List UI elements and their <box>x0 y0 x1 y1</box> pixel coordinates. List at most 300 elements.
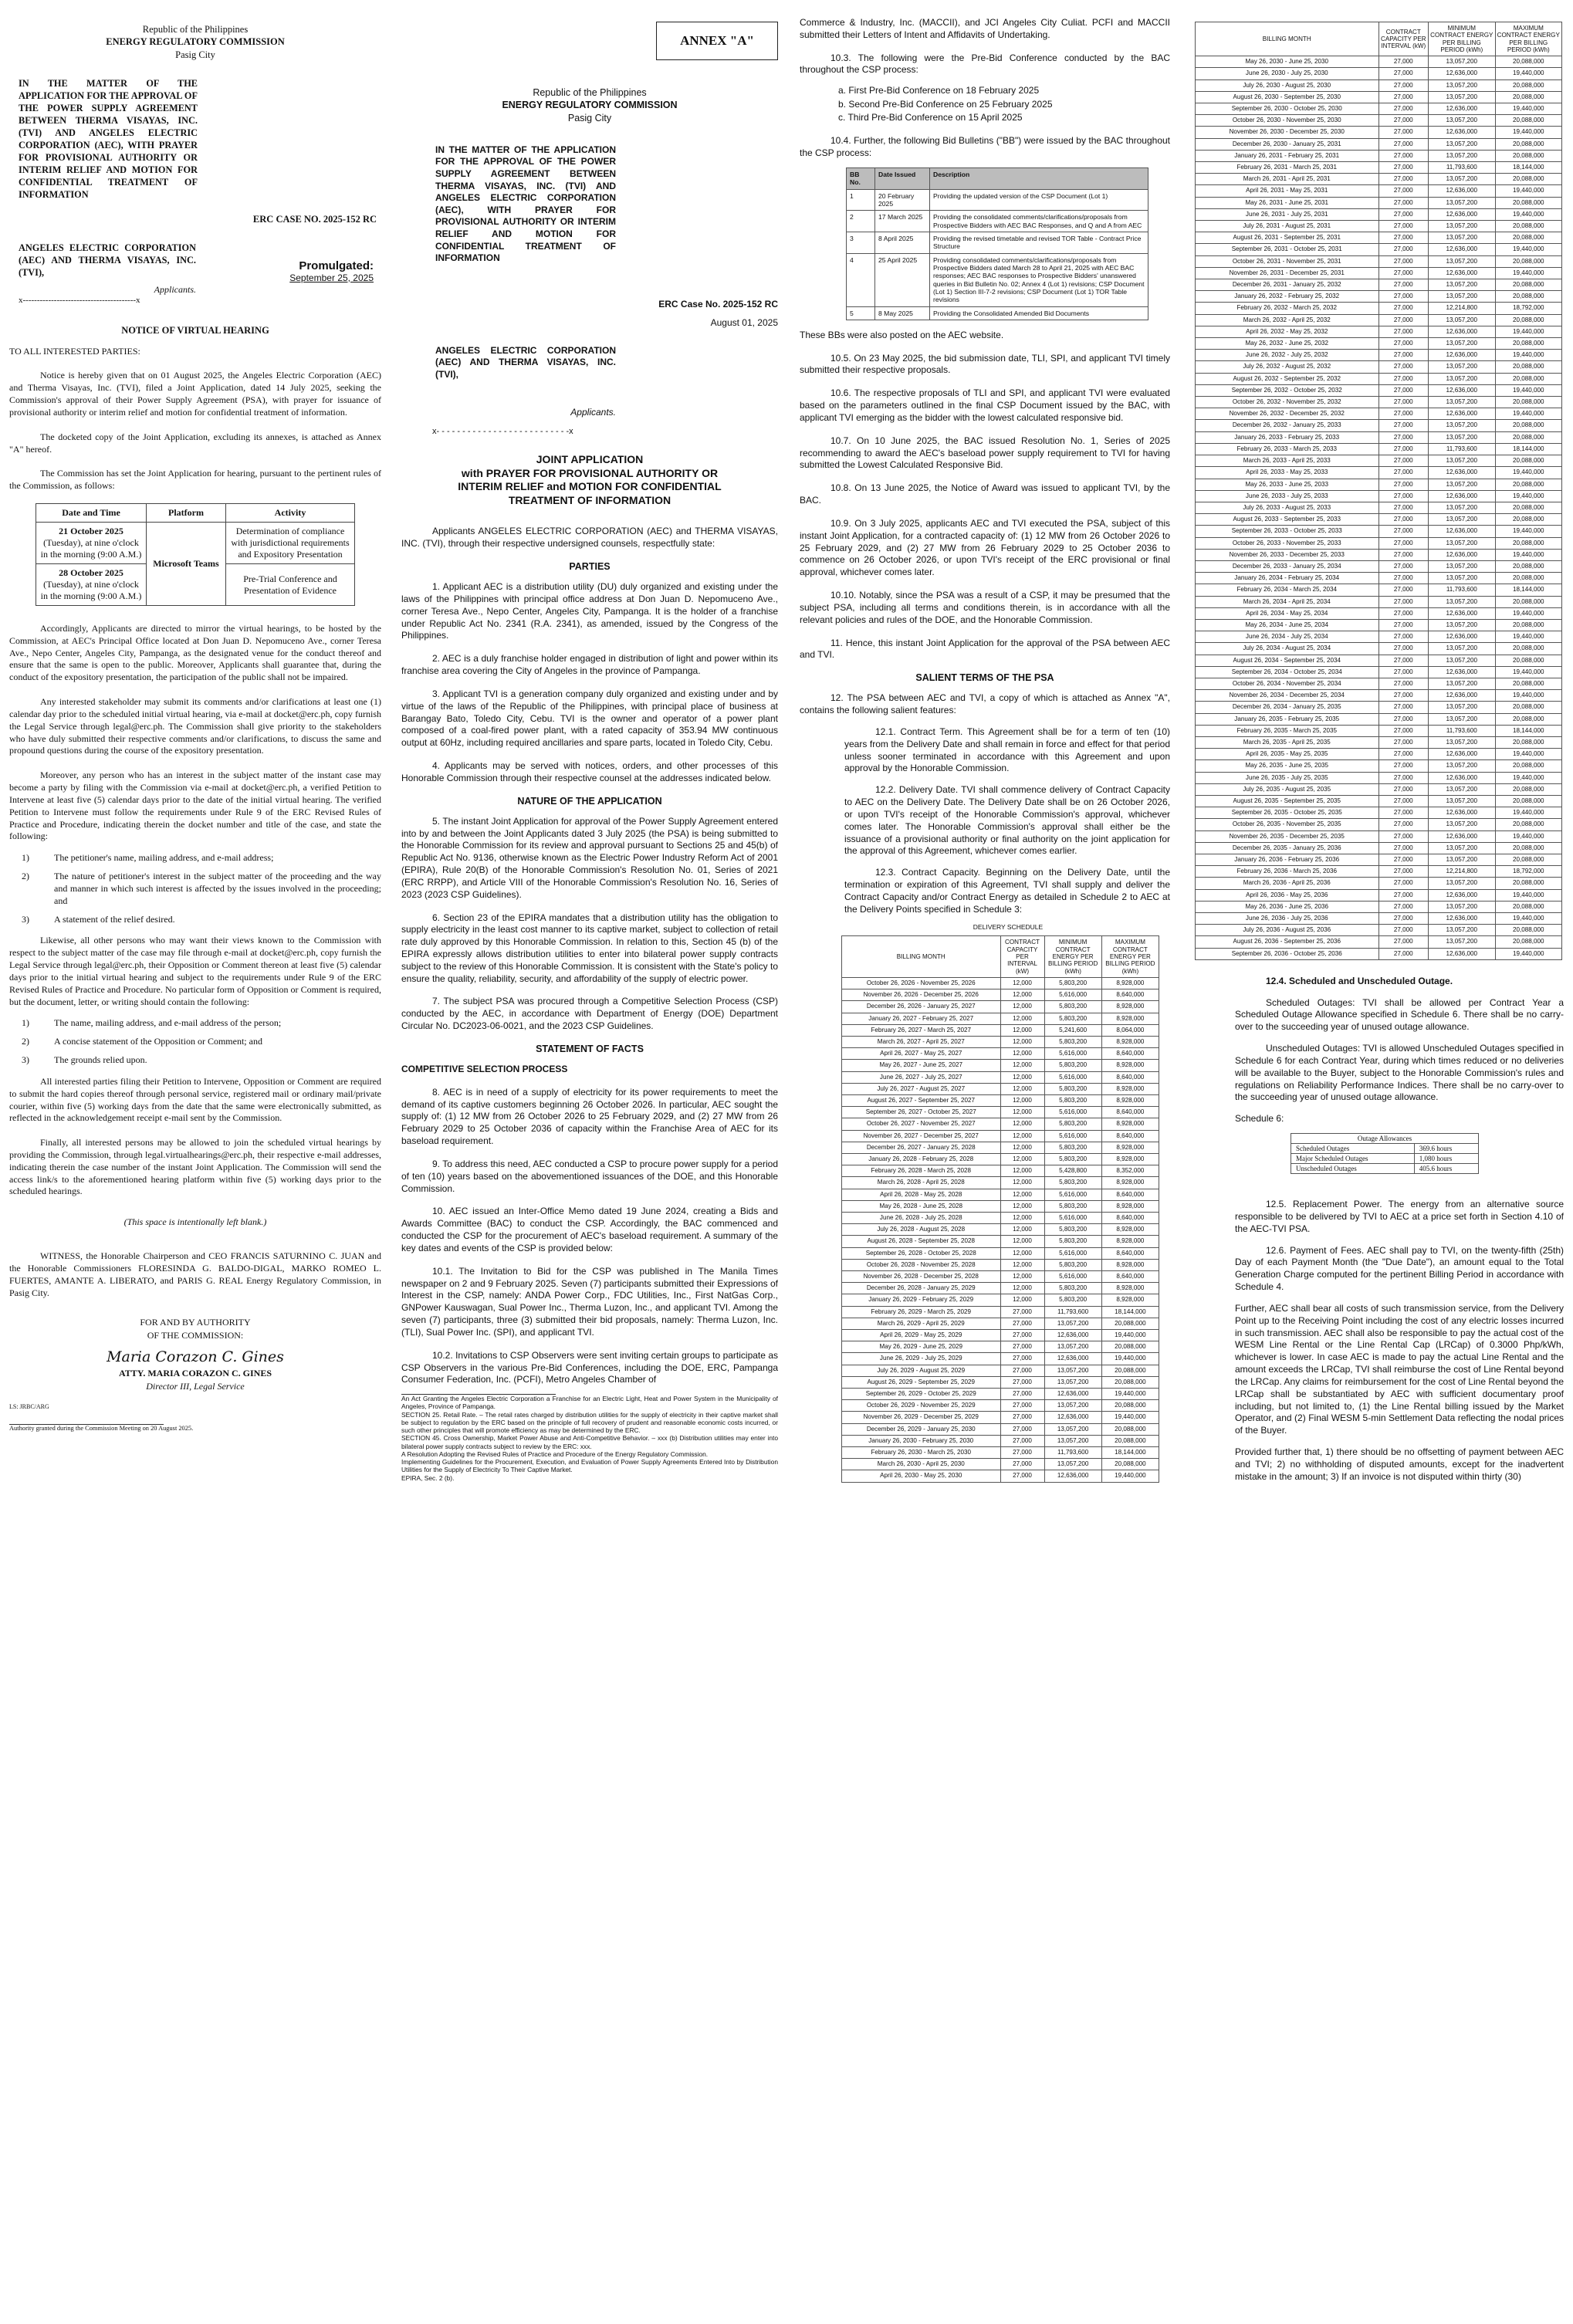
delivery-schedule-table-2 <box>1195 22 1562 960</box>
capacity-cell: 27,000 <box>1378 643 1429 655</box>
max-energy-cell: 20,088,000 <box>1101 1318 1159 1329</box>
min-energy-cell: 12,636,000 <box>1044 1470 1101 1482</box>
capacity-cell: 12,000 <box>1000 1094 1044 1106</box>
billing-month-cell: November 26, 2031 - December 25, 2031 <box>1196 267 1379 279</box>
schedule-date-2-detail: (Tuesday), at nine o'clock in the morning (9:00 A.M.) <box>40 579 142 601</box>
max-energy-cell: 20,088,000 <box>1495 373 1561 384</box>
table-row <box>1196 338 1562 350</box>
title-line: with PRAYER FOR PROVISIONAL AUTHORITY OR <box>461 466 719 479</box>
billing-month-cell: November 26, 2026 - December 25, 2026 <box>842 989 1001 1001</box>
min-energy-cell: 13,057,200 <box>1044 1376 1101 1388</box>
min-energy-cell: 12,636,000 <box>1044 1389 1101 1400</box>
list-number: 1) <box>22 852 29 864</box>
max-energy-cell: 20,088,000 <box>1495 783 1561 795</box>
min-energy-cell: 13,057,200 <box>1429 255 1495 267</box>
min-energy-cell: 5,428,800 <box>1044 1165 1101 1177</box>
bb-header-date: Date Issued <box>875 168 930 190</box>
min-energy-cell: 5,803,200 <box>1044 977 1101 989</box>
capacity-cell: 27,000 <box>1000 1353 1044 1365</box>
billing-month-cell: October 26, 2027 - November 25, 2027 <box>842 1118 1001 1130</box>
table-row <box>1196 702 1562 713</box>
min-energy-cell: 12,636,000 <box>1429 690 1495 702</box>
min-energy-cell: 5,803,200 <box>1044 1154 1101 1165</box>
min-energy-cell: 13,057,200 <box>1429 431 1495 443</box>
table-row <box>842 1376 1159 1388</box>
billing-month-cell: December 26, 2034 - January 25, 2035 <box>1196 702 1379 713</box>
table-row <box>1196 279 1562 291</box>
min-energy-cell: 5,616,000 <box>1044 1271 1101 1283</box>
min-energy-cell: 5,616,000 <box>1044 1130 1101 1142</box>
capacity-cell: 27,000 <box>1378 56 1429 68</box>
billing-month-cell: April 26, 2032 - May 25, 2032 <box>1196 326 1379 337</box>
table-row <box>842 1118 1159 1130</box>
table-row <box>1196 819 1562 830</box>
max-energy-cell: 20,088,000 <box>1101 1435 1159 1446</box>
min-energy-cell: 13,057,200 <box>1429 79 1495 91</box>
capacity-cell: 12,000 <box>1000 1165 1044 1177</box>
billing-month-cell: January 26, 2036 - February 25, 2036 <box>1196 854 1379 866</box>
min-energy-cell: 13,057,200 <box>1429 115 1495 127</box>
max-energy-cell: 19,440,000 <box>1495 607 1561 619</box>
app-para-1: 1. Applicant AEC is a distribution utility (DU) duly organized and existing under the laws of the Philippines with principal office address at Don Juan D. Nepomuceno Ave., corner Teresa Ave., Nepo Center, Angeles City, Pampanga. It is the holder of a franchise under Republic Act No. 2341 (R.A. 2341), as amended, issued by the Congress of the Philippines. <box>401 581 778 641</box>
capacity-cell: 12,000 <box>1000 1177 1044 1189</box>
billing-month-cell: January 26, 2029 - February 25, 2029 <box>842 1294 1001 1306</box>
min-energy-cell: 12,636,000 <box>1429 526 1495 537</box>
capacity-cell: 27,000 <box>1378 760 1429 772</box>
capacity-cell: 27,000 <box>1378 103 1429 115</box>
max-energy-cell: 8,928,000 <box>1101 1283 1159 1294</box>
billing-month-cell: April 26, 2028 - May 25, 2028 <box>842 1189 1001 1200</box>
max-energy-cell: 8,928,000 <box>1101 1236 1159 1247</box>
billing-month-cell: March 26, 2033 - April 25, 2033 <box>1196 455 1379 467</box>
table-row <box>1196 397 1562 408</box>
para-10-6: 10.6. The respective proposals of TLI and SPI, and applicant TVI were evaluated based on the parameters outlined in the final CSP Document issued by the BAC, with applicant TVI emerging as the bidder with the lowest calculated responsive bid. <box>800 387 1170 423</box>
initials: LS: JRBC/ARG <box>9 1402 49 1410</box>
min-energy-cell: 13,057,200 <box>1044 1365 1101 1376</box>
prebid-list <box>838 84 1170 124</box>
max-energy-cell: 20,088,000 <box>1495 596 1561 607</box>
table-row <box>1196 830 1562 842</box>
capacity-cell: 27,000 <box>1378 631 1429 643</box>
title-line: JOINT APPLICATION <box>536 453 644 466</box>
min-energy-cell: 12,636,000 <box>1429 127 1495 138</box>
table-row <box>1196 878 1562 889</box>
billing-month-cell: September 26, 2035 - October 25, 2035 <box>1196 807 1379 819</box>
max-energy-cell: 20,088,000 <box>1495 795 1561 807</box>
billing-month-cell: January 26, 2027 - February 25, 2027 <box>842 1013 1001 1024</box>
billing-month-cell: October 26, 2035 - November 25, 2035 <box>1196 819 1379 830</box>
billing-month-cell: May 26, 2028 - June 25, 2028 <box>842 1200 1001 1212</box>
min-energy-cell: 13,057,200 <box>1429 479 1495 490</box>
min-energy-cell: 13,057,200 <box>1429 174 1495 185</box>
max-energy-cell: 8,640,000 <box>1101 1071 1159 1083</box>
billing-month-cell: August 26, 2036 - September 25, 2036 <box>1196 936 1379 948</box>
min-energy-cell: 11,793,600 <box>1429 725 1495 736</box>
min-energy-cell: 13,057,200 <box>1429 279 1495 291</box>
capacity-cell: 27,000 <box>1378 279 1429 291</box>
schedule-header-activity: Activity <box>226 504 355 523</box>
table-row <box>847 253 1148 306</box>
min-energy-cell: 13,057,200 <box>1044 1400 1101 1412</box>
capacity-cell: 27,000 <box>1378 115 1429 127</box>
capacity-cell: 12,000 <box>1000 1224 1044 1236</box>
schedule-6-label: Schedule 6: <box>1235 1113 1284 1125</box>
outage-title: Outage Allowances <box>1291 1134 1479 1144</box>
capacity-cell: 27,000 <box>1378 678 1429 689</box>
header-commission: ENERGY REGULATORY COMMISSION <box>106 36 285 48</box>
app-para-5: 5. The instant Joint Application for approval of the Power Supply Agreement entered into by and between the Joint Applicants dated 3 July 2025 (the PSA) is being submitted to the Honorable Commission for its review and approval pursuant to Sections 25 and 45(b) of Republic Act No. 9136, otherwise known as the Electric Power Industry Reform Act of 2001 (EPIRA), Rule 20(B) of the Honorable Commission's Resolution No. 01, Series of 2021 (ERC RRPP), and Article VIII of the Honorable Commission's Resolution No. 16, Series of 2023 (2023 CSP Guidelines). <box>401 815 778 900</box>
billing-month-cell: October 26, 2026 - November 25, 2026 <box>842 977 1001 989</box>
max-energy-cell: 8,928,000 <box>1101 1036 1159 1047</box>
billing-month-cell: December 26, 2035 - January 25, 2036 <box>1196 842 1379 854</box>
facts-heading: STATEMENT OF FACTS <box>536 1043 644 1054</box>
para-12-4-unscheduled: Unscheduled Outages: TVI is allowed Unscheduled Outages specified in Schedule 6 for each Contract Year, during which times reduced or no deliveries will be available to the Buyer, subject to the Honorable Commission's rules and regulations on Reliability Performance Indices. There shall be no carry-over to the succeeding year of unused outage allowance. <box>1235 1043 1564 1103</box>
table-row <box>1196 115 1562 127</box>
min-energy-cell: 13,057,200 <box>1429 713 1495 725</box>
capacity-cell: 27,000 <box>1378 690 1429 702</box>
capacity-cell: 27,000 <box>1378 573 1429 584</box>
application-applicants-label: Applicants. <box>570 407 616 418</box>
table-row <box>1196 291 1562 303</box>
min-energy-cell: 13,057,200 <box>1429 502 1495 513</box>
capacity-cell: 27,000 <box>1378 455 1429 467</box>
billing-month-cell: March 26, 2028 - April 25, 2028 <box>842 1177 1001 1189</box>
table-row <box>1196 514 1562 526</box>
max-energy-cell: 20,088,000 <box>1495 854 1561 866</box>
capacity-cell: 12,000 <box>1000 1048 1044 1060</box>
table-row <box>842 1447 1159 1459</box>
max-energy-cell: 19,440,000 <box>1495 807 1561 819</box>
billing-month-cell: June 26, 2027 - July 25, 2027 <box>842 1071 1001 1083</box>
billing-month-cell: February 26, 2028 - March 25, 2028 <box>842 1165 1001 1177</box>
billing-month-cell: March 26, 2032 - April 25, 2032 <box>1196 314 1379 326</box>
table-row <box>1196 467 1562 479</box>
schedule-date-2-day: 28 October 2025 <box>59 567 123 578</box>
table-row <box>1196 255 1562 267</box>
header-billing-month: BILLING MONTH <box>842 936 1001 977</box>
billing-month-cell: August 26, 2030 - September 25, 2030 <box>1196 91 1379 103</box>
min-energy-cell: 13,057,200 <box>1429 819 1495 830</box>
notice-applicants-label: Applicants. <box>154 283 196 295</box>
capacity-cell: 27,000 <box>1000 1459 1044 1470</box>
billing-month-cell: January 26, 2028 - February 25, 2028 <box>842 1154 1001 1165</box>
max-energy-cell: 18,792,000 <box>1495 866 1561 878</box>
capacity-cell: 27,000 <box>1378 397 1429 408</box>
min-energy-cell: 12,636,000 <box>1429 185 1495 197</box>
footnote-5: Implementing Guidelines for the Procurement, Execution, and Evaluation of Power Supply Agreements Entered Into by Distribution Utilities for the Supply of Electricity To Their Captive Market. <box>401 1458 778 1474</box>
header-city: Pasig City <box>175 49 215 60</box>
schedule-header-date: Date and Time <box>36 504 147 523</box>
table-row <box>1196 68 1562 79</box>
billing-month-cell: October 26, 2031 - November 25, 2031 <box>1196 255 1379 267</box>
billing-month-cell: July 26, 2032 - August 25, 2032 <box>1196 361 1379 373</box>
notice-para-6: Moreover, any person who has an interest in the subject matter of the instant case may become a party by filing with the Commission via e-mail at docket@erc.ph, a verified Petition to Intervene at least five (5) calendar days prior to the date of the initial virtual hearing. The verified Petition to Intervene must follow the requirements under Rule 9 of the ERC Revised Rules of Practice and Procedure, indicating therein the docket number and title of the case, and state the following: <box>9 770 381 842</box>
billing-month-cell: May 26, 2031 - June 25, 2031 <box>1196 197 1379 208</box>
capacity-cell: 27,000 <box>1378 408 1429 420</box>
bb-no: 1 <box>847 189 875 211</box>
capacity-cell: 27,000 <box>1378 749 1429 760</box>
table-row <box>842 1048 1159 1060</box>
min-energy-cell: 5,803,200 <box>1044 1177 1101 1189</box>
max-energy-cell: 8,640,000 <box>1101 1189 1159 1200</box>
bb-no: 2 <box>847 211 875 232</box>
min-energy-cell: 12,214,800 <box>1429 866 1495 878</box>
max-energy-cell: 20,088,000 <box>1101 1341 1159 1353</box>
min-energy-cell: 5,803,200 <box>1044 1013 1101 1024</box>
billing-month-cell: March 26, 2030 - April 25, 2030 <box>842 1459 1001 1470</box>
table-row <box>842 1189 1159 1200</box>
max-energy-cell: 8,064,000 <box>1101 1024 1159 1036</box>
list-number: 1) <box>22 1017 29 1029</box>
billing-month-cell: June 26, 2028 - July 25, 2028 <box>842 1213 1001 1224</box>
capacity-cell: 27,000 <box>1378 702 1429 713</box>
bb-posted-note: These BBs were also posted on the AEC website. <box>800 329 1004 340</box>
notice-para-7: Likewise, all other persons who may want their views known to the Commission with respect to the subject matter of the case may file through e-mail at docket@erc.ph, copy furnish the Legal Service through legal@erc.ph, their Opposition or Comment thereon at least five (5) calendar days prior to the initial virtual hearing and subject to the requirements under Rule 9 of the ERC Revised Rules of Practice and Procedure. No particular form of Opposition or Comment is required, but the document, letter, or writing should contain the following: <box>9 935 381 1007</box>
max-energy-cell: 8,928,000 <box>1101 1094 1159 1106</box>
table-row <box>847 232 1148 254</box>
table-row <box>1291 1144 1479 1154</box>
para-10-4: 10.4. Further, the following Bid Bulletins ("BB") were issued by the BAC throughout the CSP process: <box>800 135 1170 159</box>
billing-month-cell: August 26, 2031 - September 25, 2031 <box>1196 232 1379 244</box>
min-energy-cell: 12,636,000 <box>1429 68 1495 79</box>
application-date: August 01, 2025 <box>710 316 778 328</box>
header-min-energy: MINIMUM CONTRACT ENERGY PER BILLING PERIOD (kWh) <box>1044 936 1101 977</box>
capacity-cell: 27,000 <box>1378 420 1429 431</box>
csp-heading: COMPETITIVE SELECTION PROCESS <box>401 1063 568 1074</box>
max-energy-cell: 20,088,000 <box>1495 736 1561 748</box>
petition-requirements-list <box>9 852 381 925</box>
billing-month-cell: June 26, 2034 - July 25, 2034 <box>1196 631 1379 643</box>
capacity-cell: 12,000 <box>1000 977 1044 989</box>
min-energy-cell: 13,057,200 <box>1044 1318 1101 1329</box>
blank-space-note: (This space is intentionally left blank.) <box>123 1216 267 1228</box>
app-para-2: 2. AEC is a duly franchise holder engaged in distribution of light and power within its franchise area covering the City of Angeles in the province of Pampanga. <box>401 653 778 677</box>
min-energy-cell: 5,803,200 <box>1044 1236 1101 1247</box>
outage-type: Unscheduled Outages <box>1291 1164 1415 1174</box>
min-energy-cell: 13,057,200 <box>1429 936 1495 948</box>
billing-month-cell: October 26, 2030 - November 25, 2030 <box>1196 115 1379 127</box>
list-text: The nature of petitioner's interest in the subject matter of the proceeding and the way and manner in which such interest is affected by the issues involved in the proceeding; and <box>54 871 381 906</box>
capacity-cell: 27,000 <box>1378 384 1429 396</box>
capacity-cell: 27,000 <box>1378 783 1429 795</box>
capacity-cell: 27,000 <box>1000 1306 1044 1318</box>
table-row <box>842 1071 1159 1083</box>
terms-continued-page <box>1181 0 1573 2324</box>
min-energy-cell: 13,057,200 <box>1429 420 1495 431</box>
max-energy-cell: 19,440,000 <box>1495 490 1561 502</box>
max-energy-cell: 19,440,000 <box>1101 1353 1159 1365</box>
table-row <box>842 1130 1159 1142</box>
max-energy-cell: 20,088,000 <box>1495 314 1561 326</box>
min-energy-cell: 11,793,600 <box>1429 584 1495 596</box>
min-energy-cell: 5,616,000 <box>1044 1071 1101 1083</box>
capacity-cell: 12,000 <box>1000 1189 1044 1200</box>
max-energy-cell: 19,440,000 <box>1101 1470 1159 1482</box>
billing-month-cell: March 26, 2027 - April 25, 2027 <box>842 1036 1001 1047</box>
table-row <box>842 1330 1159 1341</box>
min-energy-cell: 13,057,200 <box>1429 702 1495 713</box>
min-energy-cell: 13,057,200 <box>1429 514 1495 526</box>
table-row <box>842 1142 1159 1153</box>
min-energy-cell: 12,636,000 <box>1429 549 1495 560</box>
notice-para-4: Accordingly, Applicants are directed to mirror the virtual hearings, to be hosted by the Commission, at AEC's Principal Office located at Don Juan D. Nepomuceno Ave., corner Teresa Ave., Nepo Center, Angeles City, Pampanga, as the designated venue for the conduct thereof and ensure that the same is open to the public. Moreover, Applicants shall guarantee that, during the conduct of the expository presentation, the participation of the public shall not be impaired. <box>9 623 381 683</box>
billing-month-cell: September 26, 2033 - October 25, 2033 <box>1196 526 1379 537</box>
table-row <box>1196 736 1562 748</box>
table-row <box>1196 314 1562 326</box>
table-row <box>847 306 1148 320</box>
hearing-schedule-table <box>36 503 355 606</box>
max-energy-cell: 20,088,000 <box>1495 760 1561 772</box>
list-text: A statement of the relief desired. <box>54 913 175 925</box>
max-energy-cell: 19,440,000 <box>1495 350 1561 361</box>
min-energy-cell: 12,636,000 <box>1429 772 1495 783</box>
billing-month-cell: August 26, 2029 - September 25, 2029 <box>842 1376 1001 1388</box>
min-energy-cell: 12,636,000 <box>1429 666 1495 678</box>
title-line: INTERIM RELIEF and MOTION FOR CONFIDENTIAL <box>458 480 722 493</box>
max-energy-cell: 20,088,000 <box>1495 361 1561 373</box>
billing-month-cell: September 26, 2034 - October 25, 2034 <box>1196 666 1379 678</box>
capacity-cell: 27,000 <box>1378 314 1429 326</box>
min-energy-cell: 5,803,200 <box>1044 1283 1101 1294</box>
billing-month-cell: July 26, 2034 - August 25, 2034 <box>1196 643 1379 655</box>
capacity-cell: 27,000 <box>1000 1412 1044 1423</box>
table-row <box>1196 420 1562 431</box>
table-row <box>1196 56 1562 68</box>
capacity-cell: 27,000 <box>1378 655 1429 666</box>
billing-month-cell: April 26, 2027 - May 25, 2027 <box>842 1048 1001 1060</box>
max-energy-cell: 20,088,000 <box>1495 455 1561 467</box>
billing-month-cell: August 26, 2028 - September 25, 2028 <box>842 1236 1001 1247</box>
max-energy-cell: 18,144,000 <box>1101 1447 1159 1459</box>
capacity-cell: 27,000 <box>1378 303 1429 314</box>
witness-clause: WITNESS, the Honorable Chairperson and CEO FRANCIS SATURNINO C. JUAN and the Honorable Commissioners FLORESINDA G. BALDO-DIGAL, MARKO ROMEO L. FUERTES, AMANTE A. LIBERATO, and PARIS G. REAL Energy Regulatory Commission, in Pasig City. <box>9 1250 381 1298</box>
capacity-cell: 12,000 <box>1000 1154 1044 1165</box>
table-row <box>1196 150 1562 161</box>
table-row <box>1196 526 1562 537</box>
min-energy-cell: 13,057,200 <box>1429 150 1495 161</box>
max-energy-cell: 8,928,000 <box>1101 1259 1159 1270</box>
list-text: A concise statement of the Opposition or Comment; and <box>54 1036 262 1047</box>
max-energy-cell: 8,928,000 <box>1101 1142 1159 1153</box>
para-12-6-b: Further, AEC shall bear all costs of such transmission service, from the Delivery Point up to the Receiving Point including the cost of any electric losses incurred in such transmission. AEC shall also be responsible to pay the actual cost of the WESM Line Rental or the Line Rental Cap (LRCap) of 0.3000 Php/kWh, whichever is lower. In case AEC is made to pay the actual Line Rental and the amount exceeds the LRCap, TVI shall reimburse the cost of Line Rental beyond the LRCap. Any claims for reimbursement for the cost of Line Rental beyond the LRCap shall be substantiated by AEC with sufficient documentary proof including, but not limited to, (1) the Line Rental billing issued by the Market Operator, and (2) Final WESM 5-min Settlement Data reflecting the nodal prices of the Buyer. <box>1235 1302 1564 1436</box>
schedule-date-1-day: 21 October 2025 <box>59 526 123 536</box>
min-energy-cell: 13,057,200 <box>1429 760 1495 772</box>
billing-month-cell: March 26, 2029 - April 25, 2029 <box>842 1318 1001 1329</box>
capacity-cell: 27,000 <box>1378 889 1429 901</box>
capacity-cell: 27,000 <box>1378 291 1429 303</box>
capacity-cell: 27,000 <box>1378 338 1429 350</box>
max-energy-cell: 19,440,000 <box>1495 267 1561 279</box>
capacity-cell: 27,000 <box>1378 584 1429 596</box>
capacity-cell: 27,000 <box>1378 537 1429 549</box>
capacity-cell: 27,000 <box>1000 1470 1044 1482</box>
capacity-cell: 27,000 <box>1378 185 1429 197</box>
table-row <box>1196 127 1562 138</box>
capacity-cell: 27,000 <box>1378 502 1429 513</box>
max-energy-cell: 20,088,000 <box>1495 560 1561 572</box>
capacity-cell: 27,000 <box>1000 1318 1044 1329</box>
capacity-cell: 27,000 <box>1378 772 1429 783</box>
max-energy-cell: 18,144,000 <box>1495 584 1561 596</box>
capacity-cell: 27,000 <box>1378 150 1429 161</box>
billing-month-cell: August 26, 2033 - September 25, 2033 <box>1196 514 1379 526</box>
capacity-cell: 27,000 <box>1378 91 1429 103</box>
list-item <box>9 1017 381 1030</box>
bb-date: 25 April 2025 <box>875 253 930 306</box>
max-energy-cell: 19,440,000 <box>1495 127 1561 138</box>
table-row <box>1196 925 1562 936</box>
billing-month-cell: November 26, 2032 - December 25, 2032 <box>1196 408 1379 420</box>
bb-date: 20 February 2025 <box>875 189 930 211</box>
capacity-cell: 27,000 <box>1000 1435 1044 1446</box>
bb-date: 8 May 2025 <box>875 306 930 320</box>
capacity-cell: 27,000 <box>1000 1330 1044 1341</box>
footnote-6: EPIRA, Sec. 2 (b). <box>401 1473 455 1482</box>
max-energy-cell: 8,640,000 <box>1101 1048 1159 1060</box>
table-row <box>842 1271 1159 1283</box>
max-energy-cell: 19,440,000 <box>1495 68 1561 79</box>
capacity-cell: 27,000 <box>1000 1447 1044 1459</box>
min-energy-cell: 13,057,200 <box>1429 783 1495 795</box>
list-item <box>9 1036 381 1048</box>
min-energy-cell: 13,057,200 <box>1429 901 1495 912</box>
capacity-cell: 27,000 <box>1378 526 1429 537</box>
max-energy-cell: 19,440,000 <box>1495 889 1561 901</box>
app-para-9: 9. To address this need, AEC conducted a CSP to procure power supply for a period of ten (10) years based on the abovementioned issuances of the DOE, and this Honorable Commission. <box>401 1158 778 1194</box>
table-row <box>842 1353 1159 1365</box>
bb-desc: Providing the consolidated comments/clarifications/proposals from Prospective Bidders with AEC BAC Responses, and Q and A from AEC <box>930 211 1148 232</box>
capacity-cell: 27,000 <box>1378 596 1429 607</box>
table-row <box>842 1060 1159 1071</box>
capacity-cell: 27,000 <box>1378 607 1429 619</box>
min-energy-cell: 13,057,200 <box>1044 1459 1101 1470</box>
table-row <box>1196 749 1562 760</box>
capacity-cell: 27,000 <box>1378 560 1429 572</box>
billing-month-cell: September 26, 2031 - October 25, 2031 <box>1196 244 1379 255</box>
billing-month-cell: February 26, 2034 - March 25, 2034 <box>1196 584 1379 596</box>
list-number: 2) <box>22 1036 29 1047</box>
max-energy-cell: 20,088,000 <box>1495 901 1561 912</box>
bb-desc: Providing consolidated comments/clarifications/proposals from Prospective Bidders dated March 28 to April 21, 2025 with AEC BAC responses; AEC BAC responses to Prospective Bidders' unanswered queries in Bid Bulletin No. 02; Annex 4 (Lot 1) revisions; CSP Document (Lot 1) Section III-7-2 revisions; CSP Document (Lot 1) TOR Table revisions <box>930 253 1148 306</box>
table-row <box>1196 560 1562 572</box>
billing-month-cell: December 26, 2031 - January 25, 2032 <box>1196 279 1379 291</box>
max-energy-cell: 20,088,000 <box>1495 150 1561 161</box>
min-energy-cell: 12,636,000 <box>1429 749 1495 760</box>
table-row <box>842 989 1159 1001</box>
capacity-cell: 27,000 <box>1378 948 1429 959</box>
table-row <box>842 1283 1159 1294</box>
max-energy-cell: 19,440,000 <box>1101 1412 1159 1423</box>
table-row <box>842 1236 1159 1247</box>
capacity-cell: 27,000 <box>1378 725 1429 736</box>
capacity-cell: 27,000 <box>1378 830 1429 842</box>
billing-month-cell: December 26, 2032 - January 25, 2033 <box>1196 420 1379 431</box>
table-row <box>1196 384 1562 396</box>
billing-month-cell: March 26, 2036 - April 25, 2036 <box>1196 878 1379 889</box>
max-energy-cell: 20,088,000 <box>1495 479 1561 490</box>
comment-requirements-list <box>9 1017 381 1066</box>
capacity-cell: 27,000 <box>1378 736 1429 748</box>
table-row <box>847 189 1148 211</box>
max-energy-cell: 20,088,000 <box>1495 702 1561 713</box>
para-12-3: 12.3. Contract Capacity. Beginning on the Delivery Date, until the termination or expiration of this Agreement, TVI shall supply and deliver the Contract Capacity and/or Contract Energy as detailed in Schedule 2 to AEC at the Delivery Points specified in Schedule 3: <box>844 867 1170 915</box>
min-energy-cell: 5,616,000 <box>1044 989 1101 1001</box>
billing-month-cell: November 26, 2029 - December 25, 2029 <box>842 1412 1001 1423</box>
max-energy-cell: 20,088,000 <box>1495 713 1561 725</box>
min-energy-cell: 13,057,200 <box>1429 314 1495 326</box>
capacity-cell: 12,000 <box>1000 1259 1044 1270</box>
capacity-cell: 27,000 <box>1378 138 1429 150</box>
